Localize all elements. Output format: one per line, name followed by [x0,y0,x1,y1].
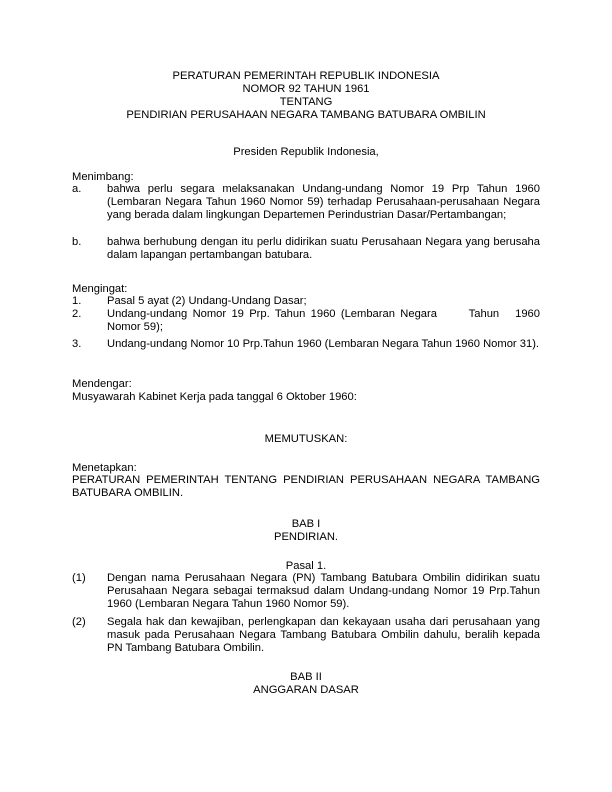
mendengar-text: Musyawarah Kabinet Kerja pada tanggal 6 Oktober 1960: [72,391,357,403]
president-heading: Presiden Republik Indonesia, [233,146,379,158]
list-marker: a. [72,183,82,195]
list-marker: (1) [72,572,86,584]
regulation-tentang: TENTANG [279,96,333,108]
list-item-text: Undang-undang Nomor 19 Prp. Tahun 1960 (Lembaran Negara Tahun 1960 Nomor 59); [107,308,544,333]
list-item-text: Dengan nama Perusahaan Negara (PN) Tambang Batubara Ombilin didirikan suatu Perusahaan Negara sebagai termaksud dalam Undang-undang Nomor 19 Prp.Tahun 1960 (Lembaran Negara Tahun 1960 Nomor 59). [107,572,540,610]
menetapkan-label: Menetapkan: [72,462,137,474]
list-marker: (2) [72,616,86,628]
list-item-text: bahwa berhubung dengan itu perlu didirikan suatu Perusahaan Negara yang berusaha dalam lapangan pertambangan batubara. [107,236,540,261]
bab2-subtitle: ANGGARAN DASAR [253,684,359,696]
list-marker: 3. [72,338,82,350]
regulation-number: NOMOR 92 TAHUN 1961 [242,83,370,95]
regulation-title-line: PERATURAN PEMERINTAH REPUBLIK INDONESIA [172,70,440,82]
bab1-title: BAB I [291,518,321,530]
list-marker: 1. [72,295,82,307]
list-marker: b. [72,236,82,248]
list-item-text: Pasal 5 ayat (2) Undang-Undang Dasar; [107,295,307,307]
regulation-subject: PENDIRIAN PERUSAHAAN NEGARA TAMBANG BATUBARA OMBILIN [126,109,486,121]
pasal1-title: Pasal 1. [285,560,327,572]
list-item-text: bahwa perlu segara melaksanakan Undang-undang Nomor 19 Prp Tahun 1960 (Lembaran Negara Tahun 1960 Nomor 59) terhadap Perusahaan-perusahaan Negara yang berada dalam lingkungan Departemen Perindustrian Dasar/Pertambangan; [107,183,540,221]
list-item-text: Undang-undang Nomor 10 Prp.Tahun 1960 (Lembaran Negara Tahun 1960 Nomor 31). [107,338,540,350]
mendengar-label: Mendengar: [72,378,132,390]
list-item-text: Segala hak dan kewajiban, perlengkapan dan kekayaan usaha dari perusahaan yang masuk pada Perusahaan Negara Tambang Batubara Ombilin dahulu, beralih kepada PN Tambang Batubara Ombilin. [107,616,540,654]
bab1-subtitle: PENDIRIAN. [273,531,339,543]
mengingat-label: Mengingat: [72,283,128,295]
menetapkan-text: PERATURAN PEMERINTAH TENTANG PENDIRIAN PERUSAHAAN NEGARA TAMBANG BATUBARA OMBILIN. [72,474,540,499]
list-marker: 2. [72,308,82,320]
bab2-title: BAB II [290,671,322,683]
memutuskan-heading: MEMUTUSKAN: [264,433,348,445]
menimbang-label: Menimbang: [72,171,134,183]
